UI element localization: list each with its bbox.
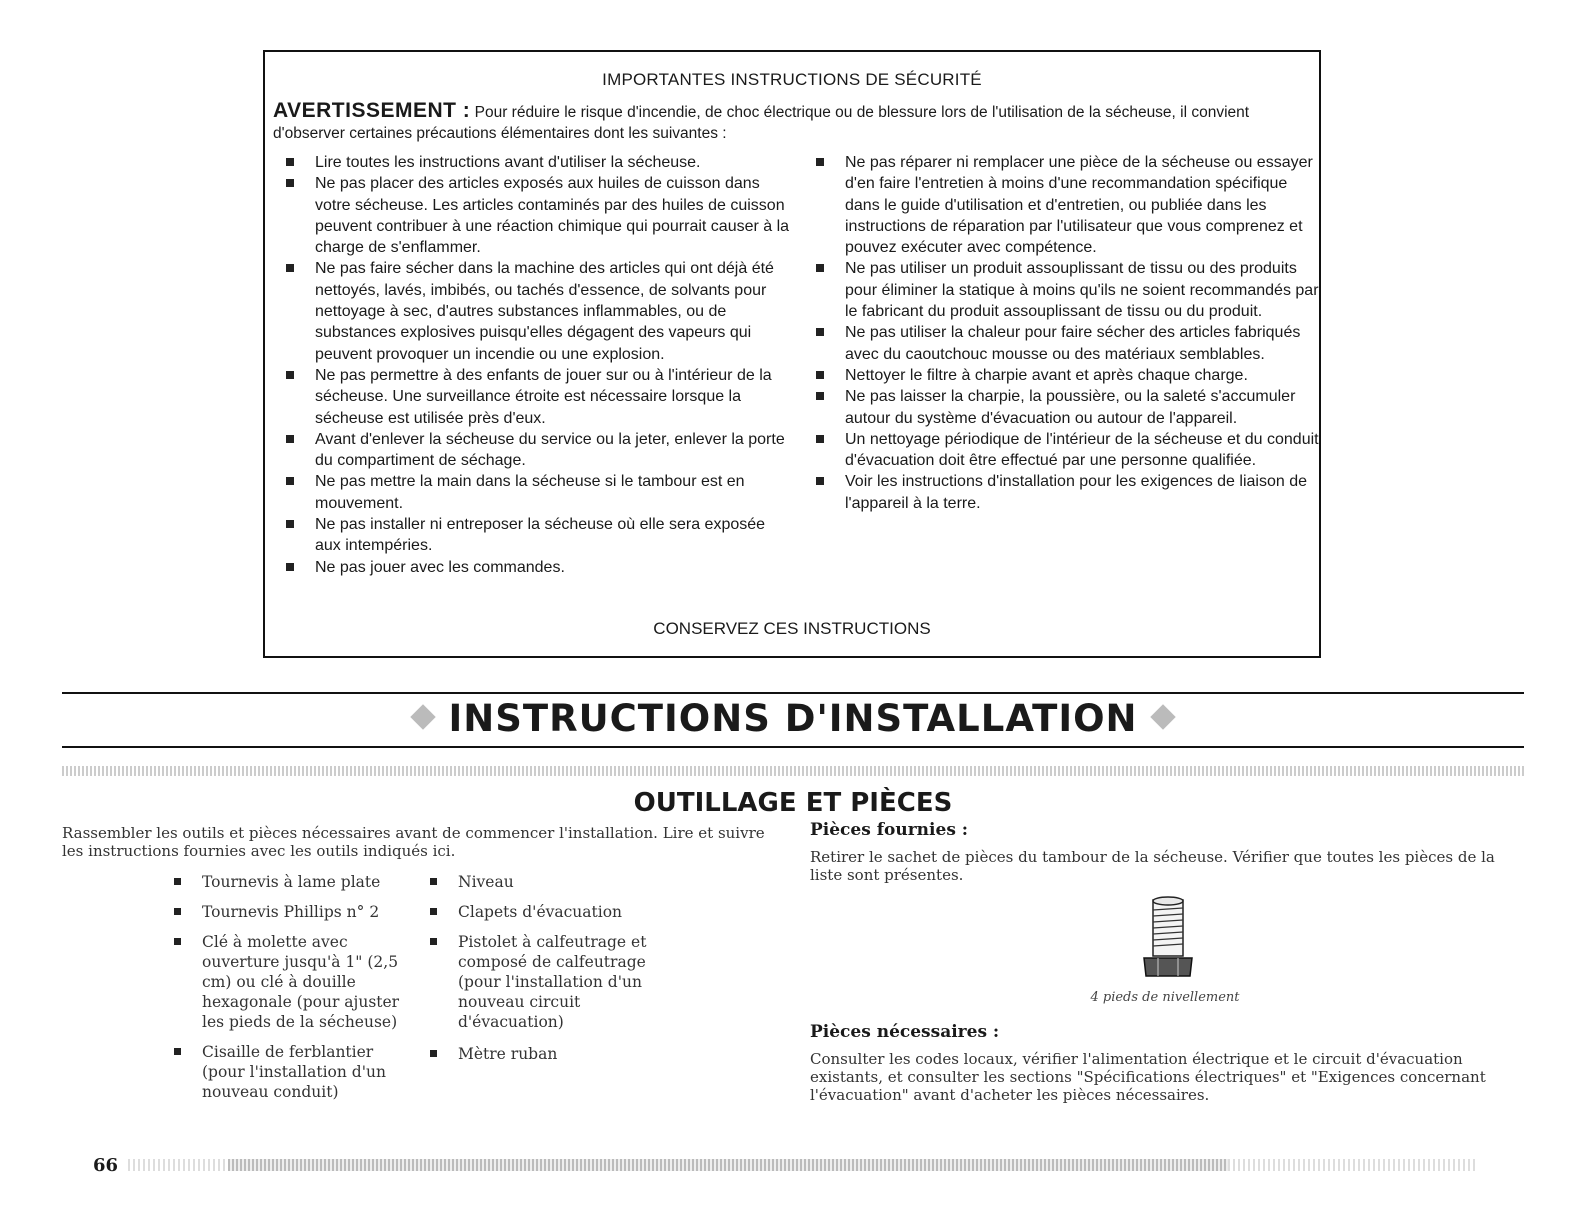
warning-text: Pour réduire le risque d'incendie, de choc électrique ou de blessure lors de l'utilisation de la sécheuse, il convient d'observer certaines précautions élémentaires dont les suivantes :: [273, 104, 1250, 142]
leveling-leg-icon: [1140, 896, 1196, 982]
tools-list-a: [172, 872, 402, 1112]
list-item: Ne pas mettre la main dans la sécheuse si le tambour est en mouvement.: [283, 471, 793, 514]
intro-paragraph: Rassembler les outils et pièces nécessaires avant de commencer l'installation. Lire et suivre les instructions fournies avec les outils indiqués ici.: [62, 824, 765, 860]
square-bullet-icon: [816, 158, 824, 166]
safety-title: IMPORTANTES INSTRUCTIONS DE SÉCURITÉ: [602, 70, 982, 89]
square-bullet-icon: [286, 477, 294, 485]
list-item: Ne pas jouer avec les commandes.: [283, 557, 793, 578]
list-item: Pistolet à calfeutrage et composé de calfeutrage (pour l'installation d'un nouveau circuit d'évacuation): [428, 932, 668, 1032]
list-item: Ne pas installer ni entreposer la sécheuse où elle sera exposée aux intempéries.: [283, 514, 793, 557]
list-item: Ne pas permettre à des enfants de jouer sur ou à l'intérieur de la sécheuse. Une surveillance étroite est nécessaire lorsque la sécheuse est utilisée près d'eux.: [283, 365, 793, 429]
tools-list-b: [428, 872, 668, 1074]
list-item: Cisaille de ferblantier (pour l'installation d'un nouveau conduit): [172, 1042, 402, 1102]
top-divider: [62, 692, 1524, 694]
list-item: Nettoyer le filtre à charpie avant et après chaque charge.: [813, 365, 1323, 386]
tools-parts-title: OUTILLAGE ET PIÈCES: [633, 788, 953, 818]
list-item: Clapets d'évacuation: [428, 902, 668, 922]
list-item: Lire toutes les instructions avant d'utiliser la sécheuse.: [283, 152, 793, 173]
safety-list-left: [283, 152, 793, 578]
square-bullet-icon: [816, 328, 824, 336]
list-item: Ne pas faire sécher dans la machine des articles qui ont déjà été nettoyés, lavés, imbibés, ou tachés d'essence, de solvants pour nettoyage à sec, d'autres substances inflammables, ou de substances explosives puisqu'elles dégagent des vapeurs qui peuvent provoquer un incendie ou une explosion.: [283, 258, 793, 364]
list-item: Ne pas utiliser la chaleur pour faire sécher des articles fabriqués avec du caoutchouc mousse ou des matériaux semblables.: [813, 322, 1323, 365]
page-number: 66: [93, 1155, 119, 1176]
square-bullet-icon: [816, 477, 824, 485]
parts-needed-heading: Pièces nécessaires :: [810, 1022, 1000, 1042]
square-bullet-icon: [286, 179, 294, 187]
footer-dotted-band: [128, 1159, 1478, 1171]
square-bullet-icon: [174, 938, 181, 945]
square-bullet-icon: [816, 392, 824, 400]
list-item: Ne pas placer des articles exposés aux huiles de cuisson dans votre sécheuse. Les articles contaminés par des huiles de cuisson peuvent contribuer à une réaction chimique qui pourrait causer à la charge de s'enflammer.: [283, 173, 793, 258]
list-item: Ne pas laisser la charpie, la poussière, ou la saleté s'accumuler autour du système d'évacuation ou autour de l'appareil.: [813, 386, 1323, 429]
square-bullet-icon: [286, 371, 294, 379]
parts-supplied-text: Retirer le sachet de pièces du tambour de la sécheuse. Vérifier que toutes les pièces de la liste sont présentes.: [810, 848, 1495, 884]
square-bullet-icon: [286, 435, 294, 443]
safety-instructions-box: [263, 50, 1321, 658]
square-bullet-icon: [286, 563, 294, 571]
square-bullet-icon: [174, 878, 181, 885]
square-bullet-icon: [174, 908, 181, 915]
list-item: Tournevis Phillips n° 2: [172, 902, 402, 922]
leg-caption: 4 pieds de nivellement: [1090, 990, 1240, 1005]
list-item: Tournevis à lame plate: [172, 872, 402, 892]
warning-paragraph: [273, 100, 1303, 144]
diamond-icon: [1150, 704, 1175, 729]
install-title: INSTRUCTIONS D'INSTALLATION: [62, 697, 1524, 740]
list-item: Ne pas réparer ni remplacer une pièce de la sécheuse ou essayer d'en faire l'entretien à moins d'une recommandation spécifique dans le guide d'utilisation et d'entretien, ou publiée dans les instructions de réparation par l'utilisateur que vous comprenez et pouvez exécuter avec compétence.: [813, 152, 1323, 258]
square-bullet-icon: [816, 435, 824, 443]
list-item: Niveau: [428, 872, 668, 892]
list-item: Avant d'enlever la sécheuse du service ou la jeter, enlever la porte du compartiment de séchage.: [283, 429, 793, 472]
conserve-footer: CONSERVEZ CES INSTRUCTIONS: [653, 619, 931, 638]
warning-label: AVERTISSEMENT :: [273, 99, 471, 122]
list-item: Clé à molette avec ouverture jusqu'à 1" (2,5 cm) ou clé à douille hexagonale (pour ajuster les pieds de la sécheuse): [172, 932, 402, 1032]
list-item: Voir les instructions d'installation pour les exigences de liaison de l'appareil à la terre.: [813, 471, 1323, 514]
square-bullet-icon: [286, 264, 294, 272]
parts-supplied-heading: Pièces fournies :: [810, 820, 969, 840]
list-item: Ne pas utiliser un produit assouplissant de tissu ou des produits pour éliminer la statique à moins qu'ils ne soient recommandés par le fabricant du produit assouplissant de tissu ou du produit.: [813, 258, 1323, 322]
square-bullet-icon: [286, 520, 294, 528]
parts-needed-text: Consulter les codes locaux, vérifier l'alimentation électrique et le circuit d'évacuation existants, et consulter les sections "Spécifications électriques" et "Exigences concernant l'évacuation" avant d'acheter les pièces nécessaires.: [810, 1050, 1486, 1104]
list-item: Un nettoyage périodique de l'intérieur de la sécheuse et du conduit d'évacuation doit être effectué par une personne qualifiée.: [813, 429, 1323, 472]
square-bullet-icon: [430, 878, 437, 885]
square-bullet-icon: [430, 908, 437, 915]
square-bullet-icon: [430, 938, 437, 945]
square-bullet-icon: [430, 1050, 437, 1057]
square-bullet-icon: [816, 371, 824, 379]
safety-list-right: [813, 152, 1323, 514]
diamond-icon: [411, 704, 436, 729]
square-bullet-icon: [174, 1048, 181, 1055]
square-bullet-icon: [816, 264, 824, 272]
dotted-band: [62, 766, 1524, 776]
square-bullet-icon: [286, 158, 294, 166]
list-item: Mètre ruban: [428, 1044, 668, 1064]
bottom-divider: [62, 746, 1524, 748]
